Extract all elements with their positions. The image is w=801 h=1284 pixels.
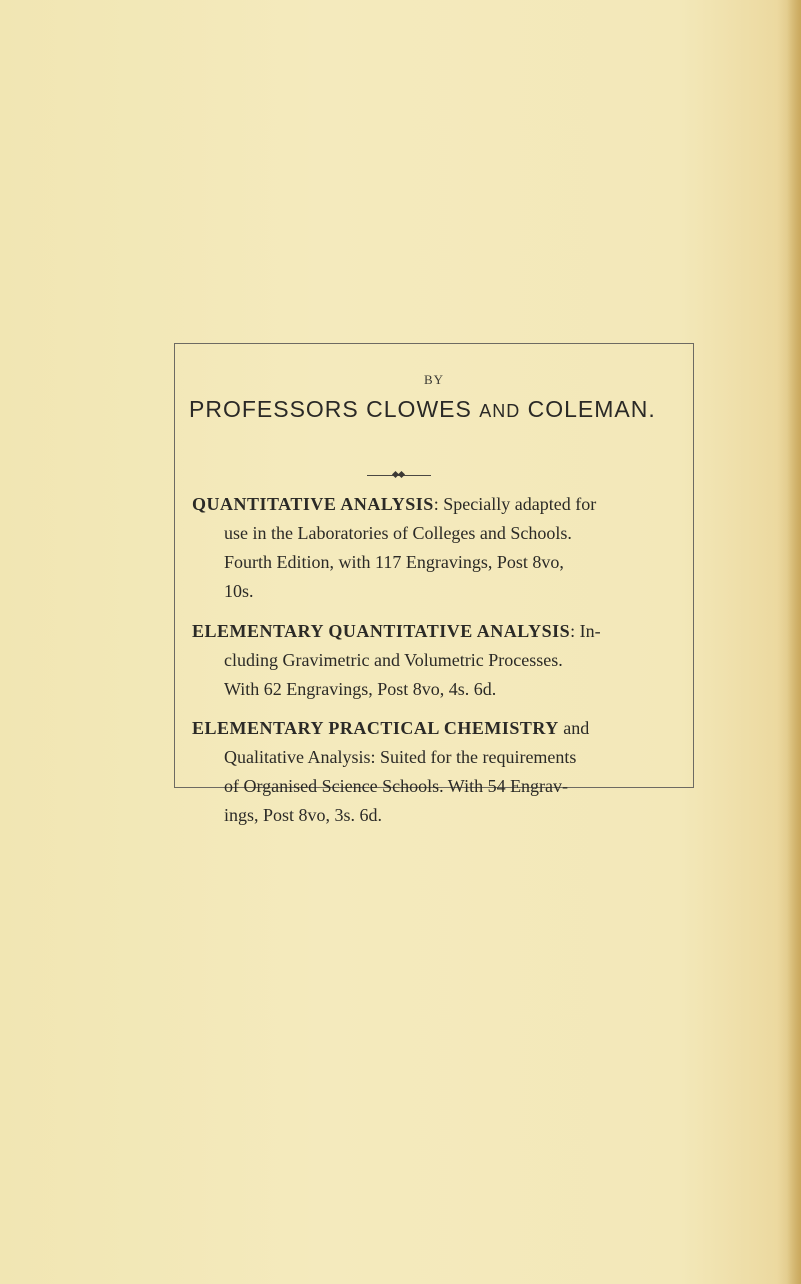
author-coleman: COLEMAN. [527, 396, 656, 422]
entry-first-line [192, 490, 692, 519]
divider-ornament [367, 475, 431, 476]
page-edge-shadow [787, 0, 801, 1284]
entry-text: and [558, 718, 590, 738]
book-entry-elementary-quantitative-analysis [192, 617, 692, 704]
ornament-diamond-icon [398, 471, 405, 478]
entry-text: ings, Post 8vo, 3s. 6d. [224, 805, 383, 825]
authors-prefix: PROFESSORS [189, 396, 359, 422]
entry-text: 10s. [224, 581, 254, 601]
entry-text: : In- [570, 621, 601, 641]
book-entry-elementary-practical-chemistry [192, 714, 692, 830]
entry-text: cluding Gravimetric and Volumetric Processes. [224, 650, 563, 670]
entry-text: With 62 Engravings, Post 8vo, 4s. 6d. [224, 679, 497, 699]
book-title: QUANTITATIVE ANALYSIS [192, 494, 434, 514]
entry-text: of Organised Science Schools. With 54 Engrav- [224, 776, 569, 796]
entry-text: Fourth Edition, with 117 Engravings, Post 8vo, [224, 552, 564, 572]
entry-text: use in the Laboratories of Colleges and Schools. [224, 523, 572, 543]
book-title: ELEMENTARY PRACTICAL CHEMISTRY [192, 718, 559, 738]
authors-and: AND [479, 401, 521, 421]
book-title: ELEMENTARY QUANTITATIVE ANALYSIS [192, 621, 571, 641]
authors-heading [189, 396, 689, 423]
advertisement-box [174, 343, 694, 825]
entry-first-line [192, 714, 692, 743]
entry-text: : Specially adapted for [433, 494, 597, 514]
entry-text: Qualitative Analysis: Suited for the requirements [224, 747, 577, 767]
author-clowes: CLOWES [366, 396, 472, 422]
entry-first-line [192, 617, 692, 646]
book-entry-quantitative-analysis [192, 490, 692, 606]
by-label: BY [423, 372, 445, 387]
